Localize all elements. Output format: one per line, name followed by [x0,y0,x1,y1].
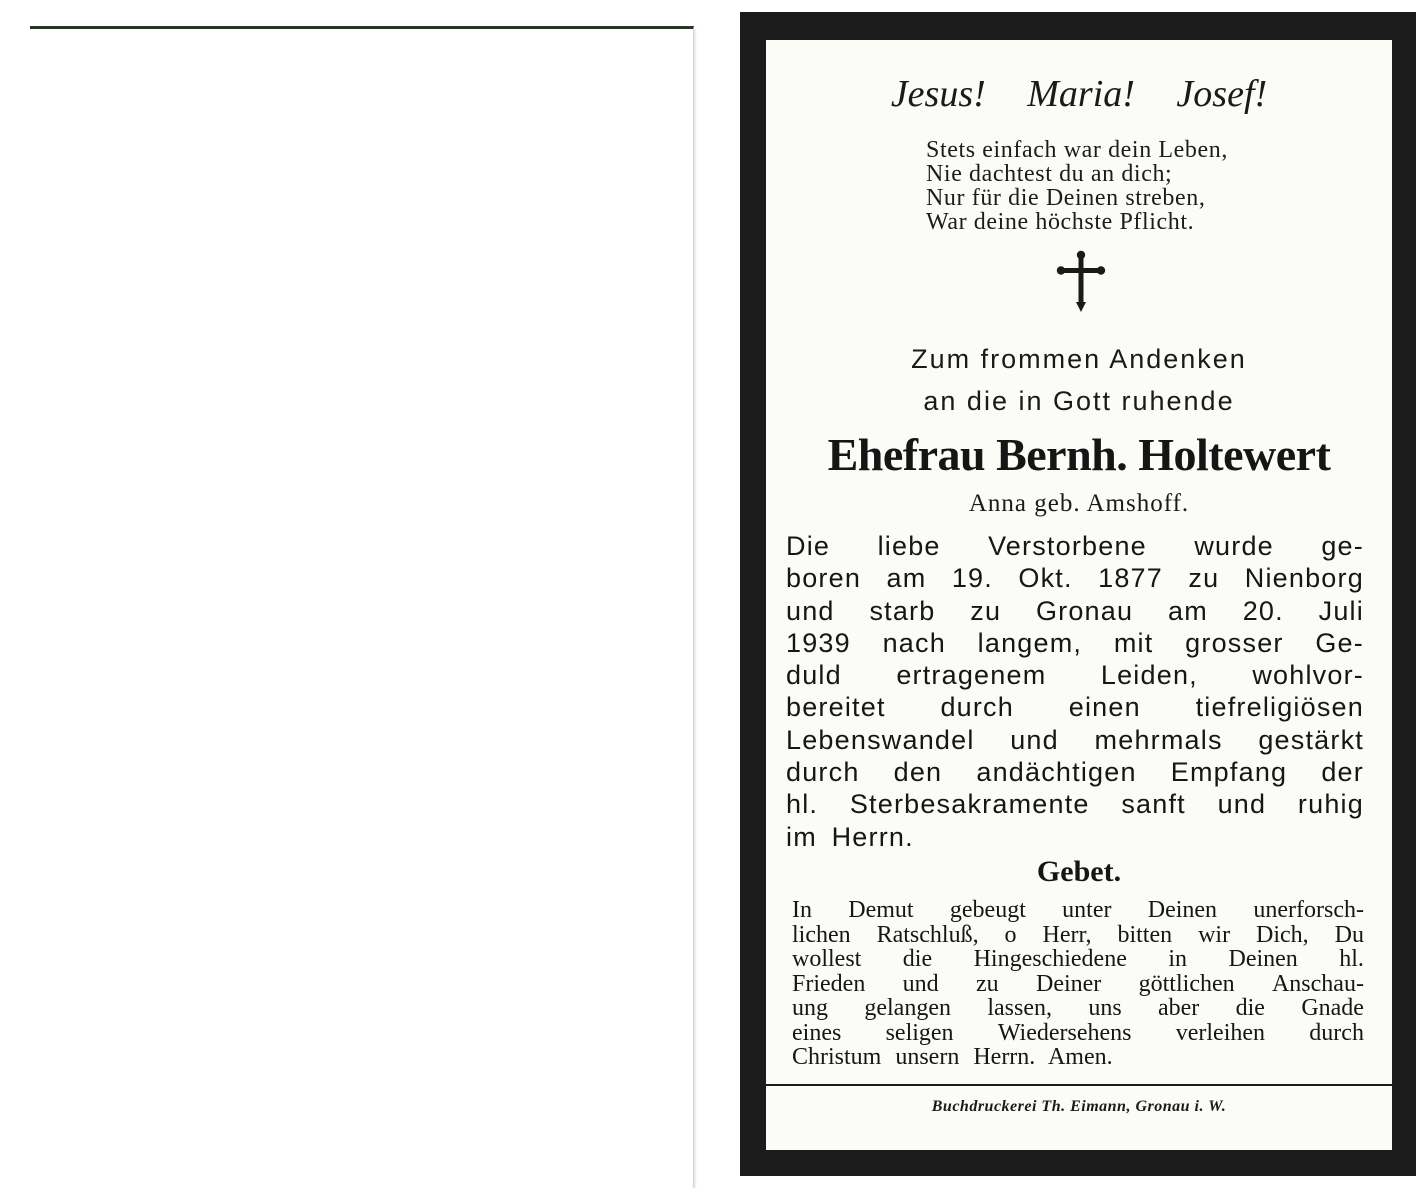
word: durch [1309,1019,1364,1046]
bio-line [786,788,1364,820]
word: aber [1158,995,1200,1021]
word: und [1217,789,1267,820]
card-body [766,40,1392,1150]
bio-line [786,691,1364,723]
word: In [792,897,812,923]
prayer-title: Gebet. [1036,855,1122,888]
word: Du [1334,921,1364,948]
word: Ge- [1315,627,1364,658]
word: und [902,970,939,997]
word: unter [1062,897,1112,923]
word: lichen [792,921,851,948]
invocation-heading: Jesus! Maria! Josef! [890,73,1268,115]
word: eines [792,1019,842,1046]
word: bitten [1117,921,1173,948]
word: Hingeschiedene [973,946,1127,972]
word: Juli [1318,595,1364,626]
word: lassen, [987,995,1052,1021]
word: zu [970,595,1002,626]
word: am [1168,595,1208,626]
word: Gnade [1301,995,1364,1021]
word: mehrmals [1094,724,1223,755]
word: in [1168,946,1188,972]
prayer-line: Christum unsern Herrn. Amen. [792,1044,1113,1070]
word: zu [976,970,999,997]
word: Sterbesakramente [849,789,1090,820]
bio-line [786,659,1364,691]
word: wollest [792,946,862,972]
word: Ratschluß, [876,921,979,948]
word: Okt. [1018,563,1073,594]
biography [786,530,1364,853]
word: sanft [1121,789,1186,820]
word: Herr, [1042,921,1092,948]
latin-cross-icon [1056,250,1106,314]
word: Anschau- [1271,970,1364,997]
bio-line [786,627,1364,659]
word: 1877 [1098,563,1163,594]
word: Wiedersehens [997,1019,1132,1046]
word: Dich, [1256,921,1309,948]
prayer-line [792,898,1364,923]
word: andächtigen [976,757,1137,788]
poem-line: Stets einfach war dein Leben, [926,137,1228,163]
word: o [1004,921,1017,948]
word: nach [882,627,946,658]
word: liebe [877,531,941,561]
prayer-line [792,923,1364,948]
word: Leiden, [1100,660,1198,691]
memorial-line: an die in Gott ruhende [923,386,1235,416]
word: gebeugt [949,897,1026,923]
word: duld [786,660,842,691]
prayer-text [792,898,1364,1070]
deceased-name: Ehefrau Bernh. Holtewert [827,429,1331,480]
poem-line: Nie dachtest du an dich; [926,161,1173,187]
divider-rule [766,1084,1392,1086]
word: einen [1068,692,1141,723]
word: Deinen [1147,897,1218,923]
memorial-line: Zum frommen Andenken [911,344,1247,374]
word: wurde [1194,531,1274,561]
word: den [893,757,943,788]
word: wohlvor- [1252,660,1364,691]
prayer-line [792,996,1364,1021]
poem-line: Nur für die Deinen streben, [926,185,1206,211]
bio-line [786,562,1364,594]
maiden-name: Anna geb. Amshoff. [968,490,1190,517]
word: Die [786,531,831,561]
word: Gronau [1035,595,1134,626]
word: Deinen [1228,946,1298,972]
word: langem, [977,627,1083,658]
prayer-line [792,972,1364,997]
word: bereitet [786,692,886,723]
word: uns [1088,995,1122,1021]
word: verleihen [1175,1019,1266,1046]
prayer-line [792,1021,1364,1046]
word: gelangen [864,995,951,1021]
word: Lebenswandel [786,724,975,755]
word: 19. [951,563,993,594]
prayer-line [792,947,1364,972]
word: boren [786,563,862,594]
word: ge- [1321,531,1364,561]
word: Deiner [1036,970,1102,997]
memorial-text [766,338,1392,422]
word: der [1321,757,1364,788]
word: tiefreligiösen [1195,692,1364,723]
word: durch [940,692,1014,723]
word: die [1235,995,1265,1021]
mourning-card [740,12,1416,1176]
word: und [786,595,835,626]
word: seligen [885,1019,954,1046]
word: die [902,946,933,972]
word: ung [792,995,828,1021]
word: zu [1188,563,1220,594]
word: Empfang [1170,757,1288,788]
bio-line [786,595,1364,627]
word: unerforsch- [1253,897,1364,923]
word: und [1010,724,1059,755]
word: 20. [1242,595,1284,626]
bio-line: im Herrn. [786,821,914,852]
word: göttlichen [1138,970,1235,997]
word: starb [869,595,936,626]
printer-credit: Buchdruckerei Th. Eimann, Gronau i. W. [931,1098,1227,1115]
poem-line: War deine höchste Pflicht. [926,209,1195,235]
word: wir [1198,921,1231,948]
word: ruhig [1297,789,1364,820]
word: hl. [1339,946,1364,972]
word: grosser [1185,627,1284,658]
word: mit [1113,627,1154,658]
word: durch [786,757,860,788]
card-edge-shadow [694,29,697,1188]
bio-line [786,530,1364,562]
word: am [886,563,927,594]
poem [926,138,1228,234]
word: ertragenem [896,660,1047,691]
word: Demut [848,897,914,923]
bio-line [786,724,1364,756]
word: hl. [786,789,819,820]
word: Verstorbene [988,531,1147,561]
bio-line [786,756,1364,788]
blank-card-back [30,26,694,1188]
word: gestärkt [1258,724,1364,755]
word: Nienborg [1244,563,1364,594]
word: 1939 [786,627,851,658]
word: Frieden [792,970,866,997]
